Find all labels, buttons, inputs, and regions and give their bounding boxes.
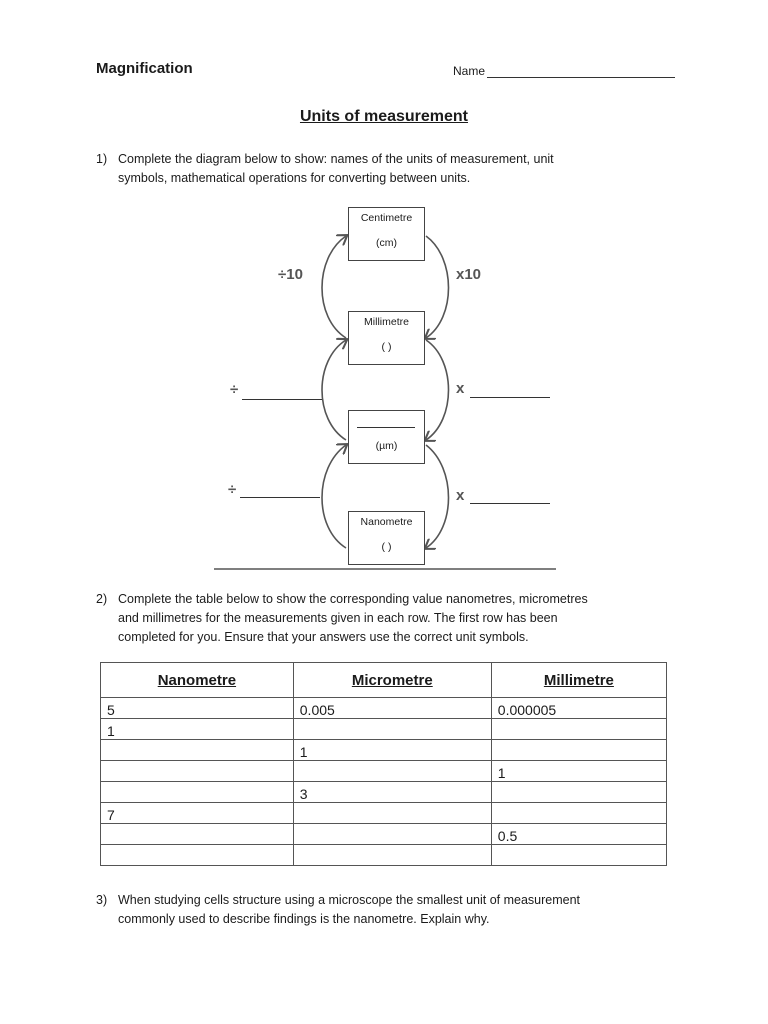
multiply-label-3: x [456, 487, 465, 504]
unit-name-blank-line[interactable] [357, 427, 415, 428]
cell-micrometre: 3 [293, 782, 491, 803]
table-row [101, 824, 667, 845]
name-label: Name [453, 64, 486, 78]
unit-symbol: (µm) [375, 440, 398, 452]
unit-box-nanometre [348, 511, 425, 565]
question-1-number: 1) [96, 152, 108, 166]
cell-nanometre[interactable] [101, 782, 294, 803]
unit-name: Millimetre [364, 316, 409, 328]
multiply-by-10-label: x10 [456, 266, 482, 283]
table-row [101, 803, 667, 824]
header-nanometre: Nanometre [101, 663, 294, 698]
table-header-row [101, 663, 667, 698]
table-row [101, 782, 667, 803]
arrow-mm-to-um [426, 340, 449, 440]
cell-micrometre[interactable] [293, 803, 491, 824]
question-3-line-2: commonly used to describe findings is the nanometre. Explain why. [118, 912, 490, 926]
cell-millimetre[interactable] [491, 803, 666, 824]
cell-nanometre: 1 [101, 719, 294, 740]
question-2 [96, 590, 676, 648]
arrow-nm-to-um [322, 445, 346, 548]
cell-nanometre[interactable] [101, 740, 294, 761]
question-3-line-1: When studying cells structure using a microscope the smallest unit of measurement [118, 893, 581, 907]
cell-micrometre[interactable] [293, 824, 491, 845]
table-row [101, 845, 667, 866]
page-heading: Units of measurement [299, 108, 469, 125]
cell-millimetre: 0.000005 [491, 698, 666, 719]
unit-name: Nanometre [360, 516, 413, 528]
cell-millimetre: 1 [491, 761, 666, 782]
arrow-mm-to-cm [322, 236, 346, 338]
unit-box-centimetre [348, 207, 425, 261]
unit-symbol-blank[interactable]: ( ) [381, 541, 392, 553]
unit-name: Centimetre [360, 212, 413, 224]
question-2-number: 2) [96, 592, 108, 606]
divide-by-10-label: ÷10 [278, 266, 303, 283]
unit-box-micrometre [348, 410, 425, 464]
question-1-line-2: symbols, mathematical operations for converting between units. [118, 171, 471, 185]
cell-millimetre[interactable] [491, 782, 666, 803]
question-1-line-1: Complete the diagram below to show: names of the units of measurement, unit [118, 152, 554, 166]
cell-micrometre: 1 [293, 740, 491, 761]
cell-micrometre[interactable] [293, 845, 491, 866]
header-millimetre: Millimetre [491, 663, 666, 698]
cell-nanometre[interactable] [101, 761, 294, 782]
cell-millimetre[interactable] [491, 719, 666, 740]
divide-label-3: ÷ [228, 481, 237, 498]
header-micrometre: Micrometre [293, 663, 491, 698]
cell-millimetre: 0.5 [491, 824, 666, 845]
cell-nanometre[interactable] [101, 824, 294, 845]
divide-blank-3[interactable] [240, 497, 320, 498]
unit-box-millimetre [348, 311, 425, 365]
arrow-um-to-mm [322, 340, 346, 440]
conversion-table [100, 662, 667, 866]
cell-micrometre[interactable] [293, 719, 491, 740]
table-row [101, 740, 667, 761]
question-2-line-1: Complete the table below to show the corresponding value nanometres, micrometres [118, 592, 588, 606]
multiply-blank-2[interactable] [470, 397, 550, 398]
question-2-line-2: and millimetres for the measurements given in each row. The first row has been [118, 611, 558, 625]
question-3-number: 3) [96, 893, 108, 907]
unit-symbol: (cm) [376, 237, 397, 249]
arrow-um-to-nm [426, 445, 449, 548]
table-row [101, 719, 667, 740]
cell-millimetre[interactable] [491, 740, 666, 761]
cell-millimetre[interactable] [491, 845, 666, 866]
question-2-line-3: completed for you. Ensure that your answers use the correct unit symbols. [118, 630, 529, 644]
unit-symbol-blank[interactable]: ( ) [381, 341, 392, 353]
table-row [101, 761, 667, 782]
table-row [101, 698, 667, 719]
question-3 [96, 891, 676, 931]
worksheet-title: Magnification [96, 60, 193, 77]
multiply-blank-3[interactable] [470, 503, 550, 504]
cell-nanometre: 7 [101, 803, 294, 824]
divide-blank-2[interactable] [242, 399, 322, 400]
cell-nanometre: 5 [101, 698, 294, 719]
multiply-label-2: x [456, 380, 465, 397]
cell-micrometre[interactable] [293, 761, 491, 782]
arrow-cm-to-mm [426, 236, 449, 338]
cell-micrometre: 0.005 [293, 698, 491, 719]
divide-label-2: ÷ [230, 381, 239, 398]
cell-nanometre[interactable] [101, 845, 294, 866]
